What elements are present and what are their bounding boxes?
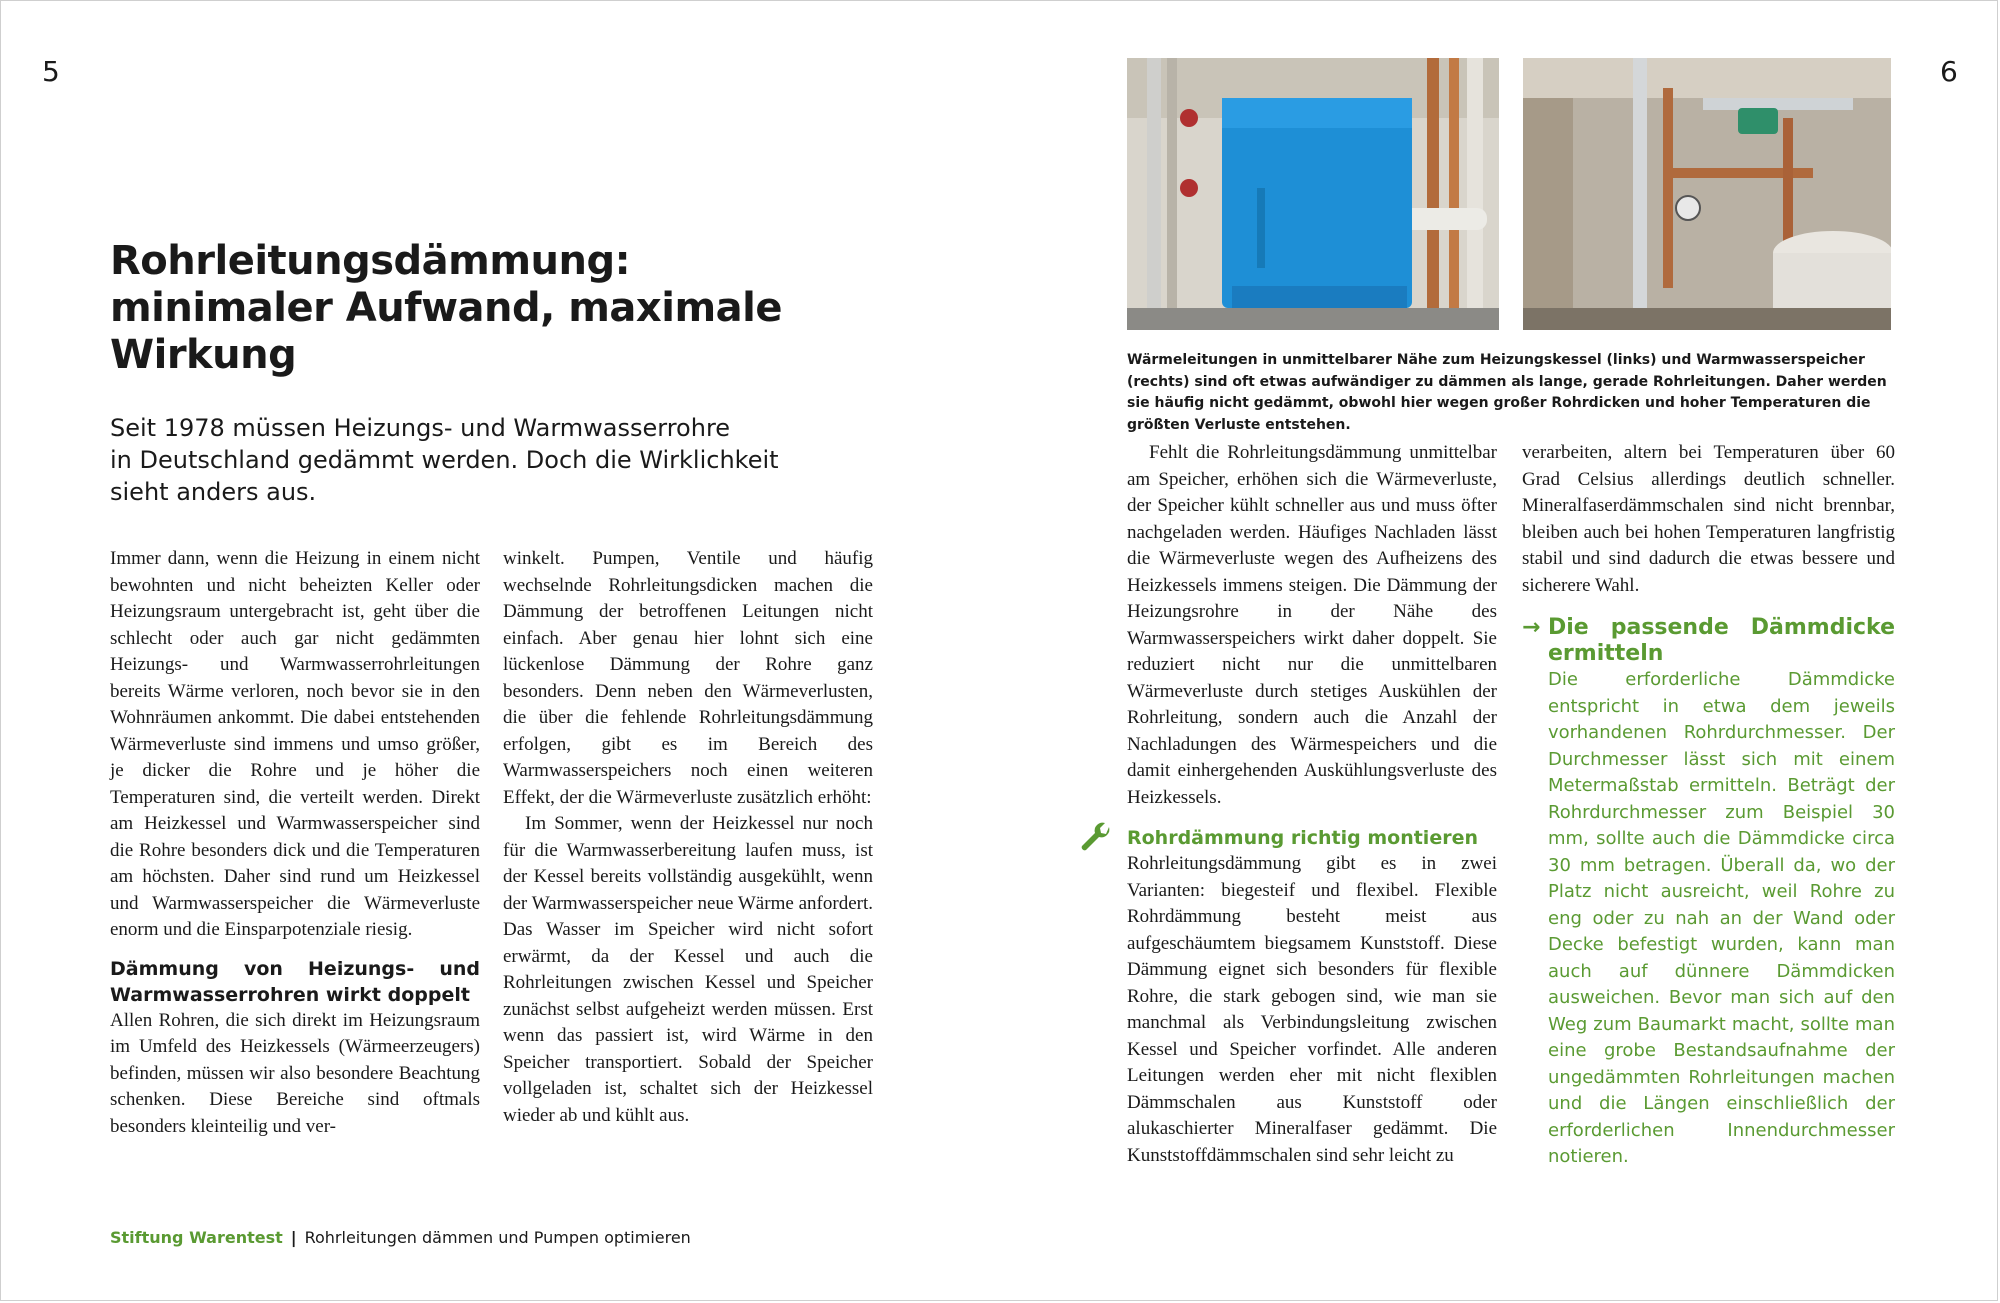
footer-separator: |	[290, 1228, 297, 1247]
body-paragraph: Rohrleitungsdämmung gibt es in zwei Varianten: biegesteif und flexibel. Flexible Rohrdämmung besteht meist aus aufgeschäumtem biegsamem Kunststoff. Diese Dämmung eignet sich besonders für flexible Rohre, die stark gebogen sind, wie man sie manchmal als Verbindungsleitung zwischen Kessel und Speicher vorfindet. Alle anderen Leitungen werden eher mit nicht flexiblen Dämmschalen aus Kunststoff oder alukaschierter Mineralfaser gedämmt. Die Kunststoffdämmschalen sind sehr leicht zu	[1127, 853, 1497, 1166]
title-line: Rohrleitungsdämmung:	[110, 238, 631, 284]
body-paragraph: Im Sommer, wenn der Heizkessel nur noch für die Warmwasserbereitung laufen muss, ist der Kessel bereits vollständig ausgekühlt, wenn der Warmwasserspeicher neue Wärme anfordert. Das Wasser im Speicher wird nicht sofort erwärmt, da der Kessel und auch die Rohrleitungen zwischen Kessel und Speicher zunächst selbst aufgeheizt werden müssen. Erst wenn das passiert ist, wird Wärme in den Speicher transportiert. Sobald der Speicher vollgeladen ist, schaltet sich der Heizkessel wieder ab und kühlt aus.	[503, 813, 873, 1126]
tip-text: Die erforderliche Dämmdicke entspricht in etwa dem jeweils vorhandenen Rohrdurchmesser. Der Durchmesser lässt sich mit einem Metermaßstab ermitteln. Beträgt der Rohrdurchmesser zum Beispiel 30 mm, sollte auch die Dämmdicke circa 30 mm betragen. Überall da, wo der Platz nicht ausreicht, weil Rohre zu eng oder zu nah an der Wand oder Decke befestigt wurden, kann man auch auf dünnere Dämmdicken ausweichen. Bevor man sich auf den Weg zum Baumarkt macht, sollte man eine grobe Bestandsaufnahme der ungedämmten Rohrleitungen machen und die Längen einschließlich der erforderlichen Innendurchmesser notieren.	[1548, 669, 1895, 1167]
footer-brand: Stiftung Warentest	[110, 1228, 283, 1247]
page-number-right: 6	[1940, 55, 1958, 88]
lead-line: Seit 1978 müssen Heizungs- und Warmwasserrohre	[110, 414, 731, 442]
lead-line: in Deutschland gedämmt werden. Doch die Wirklichkeit	[110, 446, 779, 474]
lead-paragraph	[110, 412, 790, 508]
text-column-4	[1522, 440, 1895, 1171]
footer	[110, 1228, 691, 1247]
footer-title: Rohrleitungen dämmen und Pumpen optimieren	[304, 1228, 691, 1247]
page-number-left: 5	[42, 55, 60, 88]
photo-heating-boiler	[1127, 58, 1499, 330]
tip-box-insulation-thickness	[1522, 615, 1895, 1171]
tip-box-mounting	[1127, 825, 1497, 851]
title-line: Wirkung	[110, 332, 297, 378]
section-subhead: Dämmung von Heizungs- und Warmwasserrohren wirkt doppelt	[110, 957, 480, 1006]
text-column-3	[1127, 440, 1497, 1169]
section-subhead: Die passende Dämmdicke ermitteln	[1548, 615, 1895, 666]
page-title	[110, 238, 810, 379]
body-paragraph: verarbeiten, altern bei Temperaturen über 60 Grad Celsius allerdings deutlich schneller. Mineralfaserdämmschalen sind nicht brennbar, bleiben auch bei hohen Temperaturen langfristig stabil und sind dadurch die etwas bessere und sicherere Wahl.	[1522, 442, 1895, 596]
photo-caption: Wärmeleitungen in unmittelbarer Nähe zum Heizungskessel (links) und Warmwasserspeicher (rechts) sind oft etwas aufwändiger zu dämmen als lange, gerade Rohrleitungen. Daher werden sie häufig nicht gedämmt, obwohl hier wegen großer Rohrdicken und hoher Temperaturen die größten Verluste entstehen.	[1127, 352, 1887, 433]
body-paragraph: winkelt. Pumpen, Ventile und häufig wechselnde Rohrleitungsdicken machen die Dämmung der betroffenen Leitungen nicht einfach. Aber genau hier lohnt sich eine lückenlose Dämmung der Rohre ganz besonders. Denn neben den Wärmeverlusten, die über die fehlende Rohrleitungsdämmung erfolgen, gibt es im Bereich des Warmwasserspeichers noch einen weiteren Effekt, der die Wärmeverluste zusätzlich erhöht:	[503, 548, 873, 808]
body-paragraph: Immer dann, wenn die Heizung in einem nicht bewohnten und nicht beheizten Keller oder Heizungsraum untergebracht ist, geht über die schlecht oder auch gar nicht gedämmten Heizungs- und Warmwasserrohrleitungen bereits Wärme verloren, noch bevor sie in den Wohnräumen ankommt. Die dabei entstehenden Wärmeverluste sind immens und umso größer, je dicker die Rohre und je höher die Temperaturen sind, die verteilt werden. Direkt am Heizkessel und Warmwasserspeicher sind die Rohre besonders dick und die Temperaturen am höchsten. Daher sind rund um Heizkessel und Warmwasserspeicher die Wärmeverluste enorm und die Einsparpotenziale riesig.	[110, 548, 480, 940]
body-paragraph: Fehlt die Rohrleitungsdämmung unmittelbar am Speicher, erhöhen sich die Wärmeverluste, der Speicher kühlt schneller aus und muss öfter nachgeladen werden. Häufiges Nachladen lässt die Wärmeverluste wegen des Aufheizens des Heizkessels immens steigen. Die Dämmung der Heizungsrohre in der Nähe des Warmwasserspeichers wirkt daher doppelt. Sie reduziert nicht nur die unmittelbaren Wärmeverluste durch stetiges Auskühlen der Rohrleitung, sondern auch die Anzahl der Nachladungen des Wärmespeichers und die damit einhergehenden Auskühlungsverluste des Heizkessels.	[1127, 442, 1497, 808]
text-column-2	[503, 546, 873, 1129]
wrench-icon	[1079, 821, 1113, 864]
text-column-1	[110, 546, 480, 1140]
photo-water-storage-tank	[1523, 58, 1891, 330]
arrow-right-icon: →	[1522, 615, 1541, 640]
title-line: minimaler Aufwand, maximale	[110, 285, 782, 331]
lead-line: sieht anders aus.	[110, 478, 317, 506]
section-subhead: Rohrdämmung richtig montieren	[1127, 827, 1478, 849]
body-paragraph: Allen Rohren, die sich direkt im Heizungsraum im Umfeld des Heizkessels (Wärmeerzeugers) befinden, müssen wir also besondere Beachtung schenken. Diese Bereiche sind oftmals besonders kleinteilig und ver-	[110, 1009, 480, 1137]
